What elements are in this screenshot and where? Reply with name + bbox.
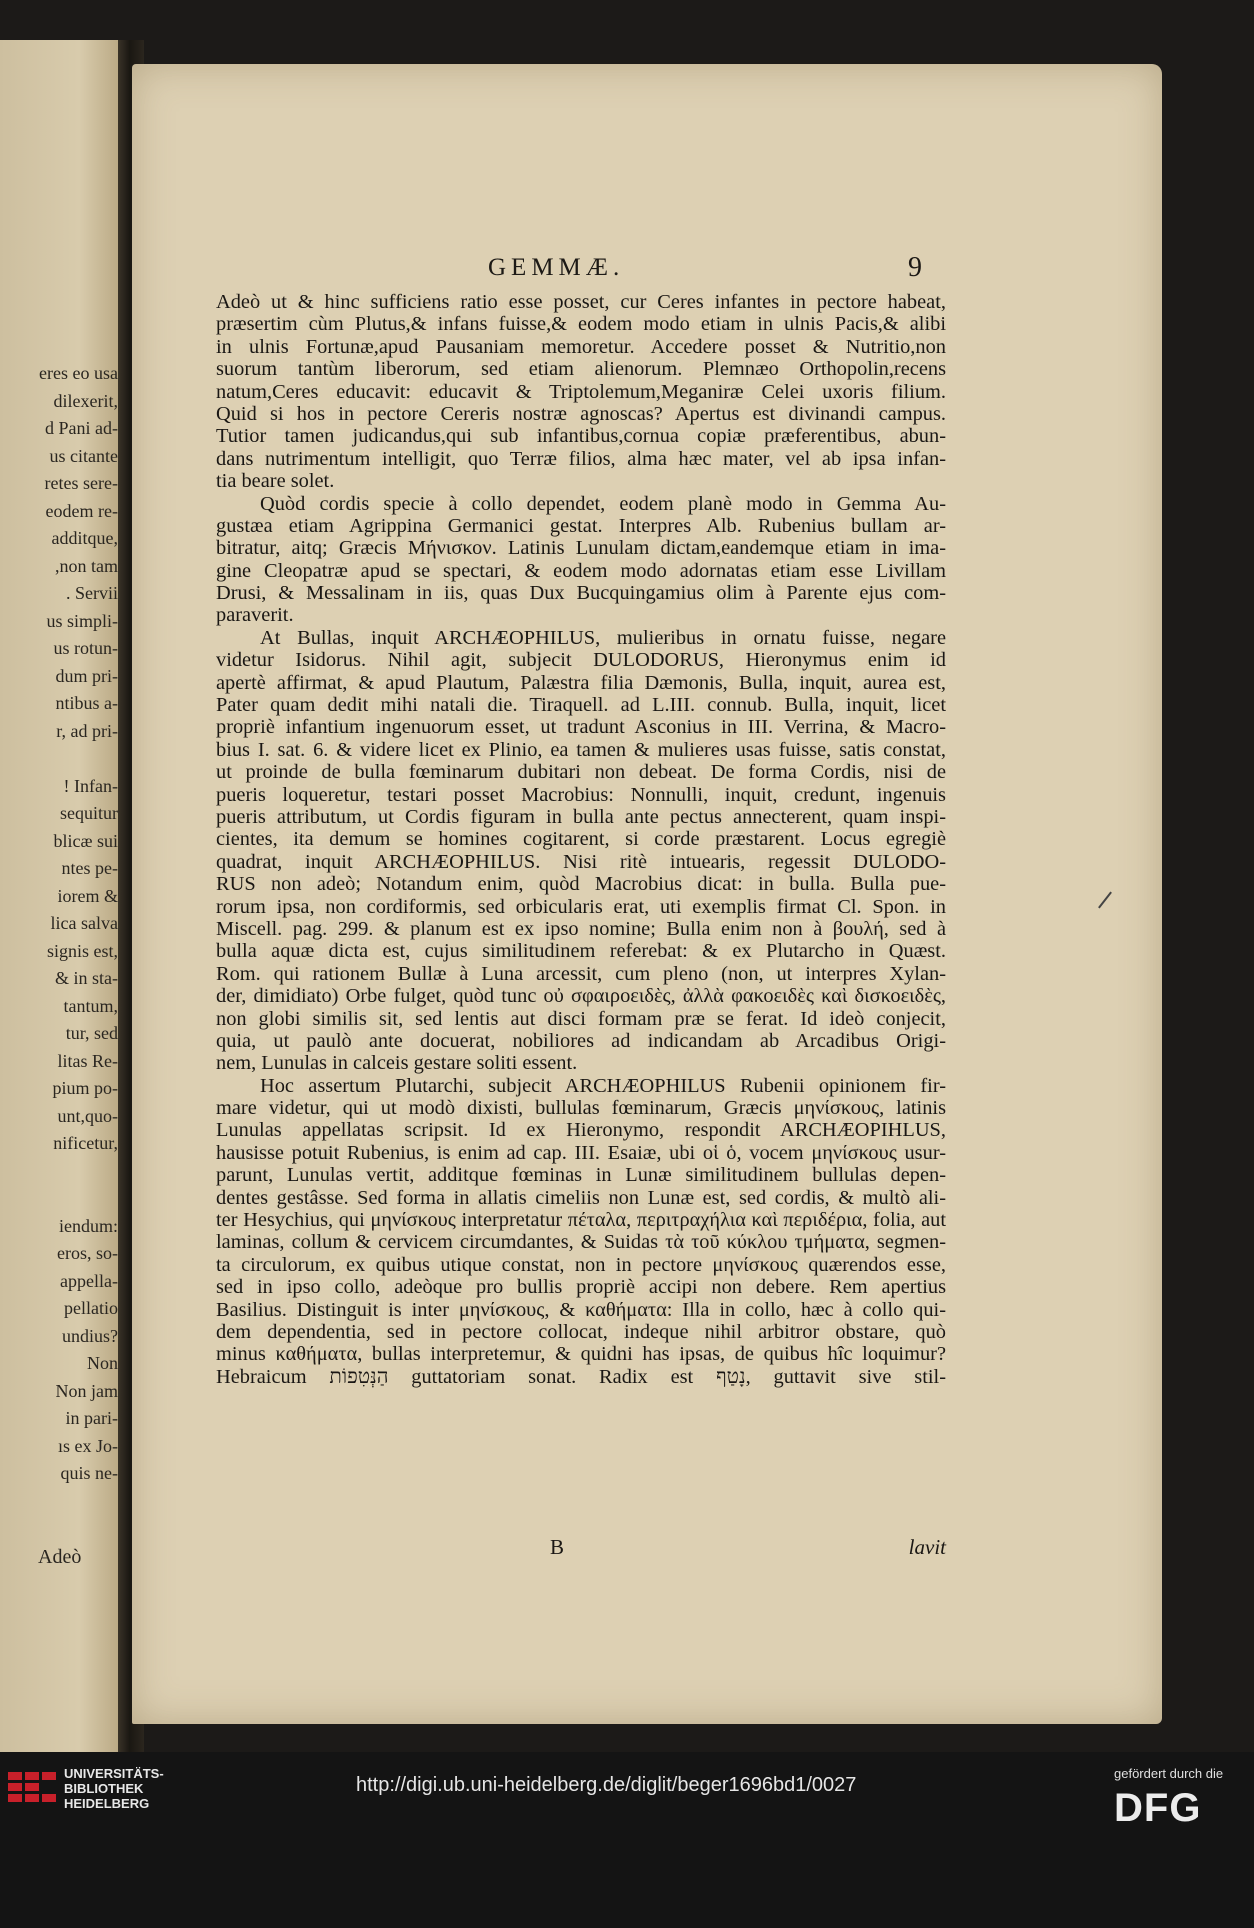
left-margin-line: iendum:	[59, 1215, 118, 1236]
text-line: RUS non adeò; Notandum enim, quòd Macrobius dicat: in bulla. Bulla pue-	[216, 873, 946, 896]
left-margin-line: & in sta-	[55, 968, 118, 988]
text-line: rorum ipsa, non cordiformis, sed orbicularis erat, uti exemplis firmat Cl. Spon. in	[216, 895, 946, 918]
text-line: Drusi, & Messalinam in iis, quas Dux Bucquingamius olim à Parente ejus com-	[216, 582, 946, 605]
left-margin-line	[0, 1185, 118, 1213]
text-line: præsertim cùm Plutus,& infans fuisse,& eodem modo etiam in ulnis Pacis,& alibi	[216, 313, 946, 336]
left-page-edge	[0, 40, 132, 1752]
text-line: quia, ut paulò ante docuerat, nobiliores ad indicandam ab Arcadibus Origi-	[216, 1029, 946, 1052]
left-margin-line: eodem re-	[45, 500, 118, 521]
left-margin-line: . Servii	[66, 583, 118, 603]
left-margin-line: sequitur	[60, 803, 118, 823]
text-line: Hebraicum הַנְּטִפוֹת guttatoriam sonat. Radix est נָטַף, guttavit sive stil-	[216, 1365, 947, 1388]
text-line: Hoc assertum Plutarchi, subjecit ARCHÆOPHILUS Rubenii opinionem fir-	[260, 1074, 946, 1097]
left-margin-line: eres eo usa	[39, 363, 118, 383]
text-line: der, dimidiato) Orbe fulget, quòd tunc οὐ σφαιροειδὲς, ἀλλὰ φακοειδὲς καὶ δισκοειδὲς,	[216, 985, 946, 1008]
text-line: ter Hesychius, qui μηνίσκους interpretatur πέταλα, περιτραχήλια καὶ περιδέρια, folia, aut	[216, 1209, 946, 1232]
text-line: gine Cleopatræ apud se spectari, & eodem modo adornatas etiam esse Livillam	[216, 559, 946, 582]
text-line: gustæa etiam Agrippina Germanici gestat. Interpres Alb. Rubenius bullam ar-	[216, 514, 946, 537]
left-margin-line: ! Infan-	[63, 775, 118, 796]
text-line: Adeò ut & hinc sufficiens ratio esse posset, cur Ceres infantes in pectore habeat,	[216, 291, 946, 313]
left-margin-line: pellatio	[64, 1298, 118, 1318]
funding-caption: gefördert durch die	[1114, 1766, 1224, 1781]
text-line: hausisse potuit Rubenius, is enim ad cap. III. Esaiæ, ubi οἱ ὁ, vocem μηνίσκους usur-	[216, 1141, 946, 1164]
text-line: minus καθήματα, bullas interpretemur, & quidni has ipsas, de quibus hîc loquimur?	[216, 1343, 946, 1366]
left-margin-line: ntibus a-	[55, 693, 118, 713]
text-line: videtur Isidorus. Nihil agit, subjecit DULODORUS, Hieronymus enim id	[216, 649, 946, 672]
left-page-catchword: Adeò	[38, 1546, 82, 1568]
left-margin-line: Non	[87, 1353, 118, 1373]
text-line: dentes gestâsse. Sed forma in allatis cimeliis non Lunæ est, sed cordis, & multò ali-	[216, 1186, 946, 1209]
text-line: parunt, Lunulas vertit, additque fœminas in Lunæ similitudinem bullulas depen-	[216, 1164, 946, 1187]
viewer-footer	[0, 1752, 1254, 1928]
text-line: nem, Lunulas in calceis gestare soliti essent.	[216, 1052, 578, 1075]
text-line: in ulnis Fortunæ,apud Pausaniam memoretur. Accedere posset & Nutritio,non	[216, 335, 946, 358]
text-line: dans nutrimentum intelligit, quo Terræ filios, alma hæc mater, vel ab ipsa infan-	[216, 447, 946, 470]
left-margin-line: litas Re-	[57, 1050, 118, 1071]
left-margin-line: pium po-	[52, 1078, 118, 1098]
text-line: paraverit.	[216, 604, 294, 627]
running-title: GEMMÆ.	[488, 254, 625, 281]
permalink[interactable]: http://digi.ub.uni-heidelberg.de/diglit/beger1696bd1/0027	[356, 1774, 857, 1796]
left-margin-line: ,non tam	[55, 555, 118, 576]
text-line: tia beare solet.	[216, 470, 335, 493]
left-margin-line: tur, sed	[65, 1023, 118, 1043]
page-number: 9	[908, 252, 922, 283]
left-margin-line: blicæ sui	[53, 830, 118, 851]
text-line: dem dependentia, sed in pectore collocat, indeque nihil arbitror obstare, quò	[216, 1320, 946, 1343]
text-line: Basilius. Distinguit is inter μηνίσκους, & καθήματα: Illa in collo, hæc à collo qui-	[216, 1298, 946, 1321]
left-margin-line: unt,quo-	[57, 1105, 118, 1126]
text-line: bulla aquæ dicta est, cujus similitudinem referebat: & ex Plutarcho in Quæst.	[216, 940, 946, 963]
left-margin-line: iorem &	[57, 885, 118, 906]
left-margin-line: lica salva	[50, 913, 118, 933]
left-margin-line: retes sere-	[44, 473, 118, 493]
text-line: pueris loqueretur, testari posset Macrobius: Nonnulli, inquit, credunt, ingenuis	[216, 783, 946, 806]
text-line: Tutior tamen judicandus,qui sub infantibus,cornua copiæ præferentibus, abun-	[216, 425, 946, 448]
left-margin-line: us simpli-	[46, 610, 118, 631]
body-text	[216, 291, 946, 1388]
text-line: natum,Ceres educavit: educavit & Triptolemum,Meganiræ Celei uxoris filium.	[216, 380, 946, 403]
left-margin-line: us rotun-	[53, 638, 118, 658]
university-name	[64, 1766, 164, 1811]
left-margin-line: ıs ex Jo-	[58, 1435, 118, 1456]
left-margin-line: ntes pe-	[61, 858, 118, 878]
left-margin-line: quis ne-	[60, 1463, 118, 1483]
text-line: ta circulorum, ex quibus utique constat, non in pectore μηνίσκους quærendos esse,	[216, 1253, 946, 1276]
left-margin-line: dilexerit,	[53, 390, 118, 411]
left-margin-line: undius?	[62, 1325, 118, 1346]
signature-mark: B	[550, 1535, 565, 1559]
text-line: pueris attributum, ut Cordis figuram in bulla ante pectus annecterent, quam inspi-	[216, 805, 946, 828]
text-line: Rom. qui rationem Bullæ à Luna arcessit, cum pleno (non, ut interpres Xylan-	[216, 962, 946, 985]
text-line: laminas, collum & cervicem circumdantes, & Suidas τὰ τοῦ κύκλου τμήματα, segmen-	[216, 1231, 946, 1254]
text-line: Quòd cordis specie à collo dependet, eodem planè modo in Gemma Au-	[260, 492, 946, 515]
left-margin-line: in pari-	[65, 1408, 118, 1428]
text-line: bitratur, aitq; Græcis Μήνισκον. Latinis Lunulam dictam,eandemque etiam in ima-	[216, 537, 946, 560]
left-margin-line	[0, 1158, 118, 1186]
university-logo-icon	[8, 1772, 56, 1812]
signature-row	[216, 1535, 946, 1559]
text-line: quadrat, inquit ARCHÆOPHILUS. Nisi ritè intuearis, regessit DULODO-	[216, 850, 946, 873]
dfg-logo: DFG	[1114, 1786, 1202, 1830]
text-line: mare videtur, qui ut modò dixisti, bullulas fœminarum, Græcis μηνίσκους, latinis	[216, 1097, 946, 1120]
left-margin-line: eros, so-	[57, 1243, 118, 1263]
left-margin-line: Non jam	[55, 1380, 118, 1401]
text-line: At Bullas, inquit ARCHÆOPHILUS, mulieribus in ornatu fuisse, negare	[260, 626, 946, 649]
text-line: Lunulas appellatas scripsit. Id ex Hieronymo, respondit ARCHÆOPIHLUS,	[216, 1119, 946, 1142]
left-margin-line: us citante	[49, 445, 118, 466]
left-margin-line: tantum,	[63, 995, 118, 1016]
institution-line: UNIVERSITÄTS-	[64, 1766, 164, 1781]
text-line: sed in ipso collo, adeòque pro bullis propriè accipi non debere. Rem apertius	[216, 1276, 946, 1299]
text-line: Quid si hos in pectore Cereris nostræ agnoscas? Apertus est divinandi campus.	[216, 402, 946, 425]
text-line: propriè infantium ingenuorum esset, ut tradunt Asconius in III. Verrina, & Macro-	[216, 716, 946, 739]
text-line: apertè affirmat, & apud Plautum, Palæstra filia Dæmonis, Bulla, inquit, aurea est,	[216, 671, 946, 694]
text-line: bius I. sat. 6. & videre licet ex Plinio, ea tamen & mulieres usas fuisse, satis constat,	[216, 738, 946, 761]
left-page-text	[0, 360, 118, 1488]
left-margin-line: d Pani ad-	[45, 418, 118, 438]
page-header	[132, 254, 1162, 294]
text-line: suorum tantùm liberorum, sed etiam alienorum. Plemnæo Orthopolin,recens	[216, 358, 946, 381]
text-line: Miscell. pag. 299. & planum est ex ipso nomine; Bulla enim non à βουλή, sed à	[216, 917, 946, 940]
right-page	[132, 64, 1162, 1724]
left-margin-line: nificetur,	[53, 1133, 118, 1153]
text-line: non globi similis sit, sed lentis aut disci formam præ se ferat. Id ideò conjecit,	[216, 1007, 946, 1030]
institution-line: BIBLIOTHEK	[64, 1781, 144, 1796]
left-margin-line	[0, 745, 118, 773]
left-margin-line: signis est,	[46, 940, 118, 961]
text-line: ut proinde de bulla fœminarum dubitari non debeat. De forma Cordis, nisi de	[216, 761, 946, 784]
left-margin-line: appella-	[60, 1270, 118, 1291]
left-margin-line: r, ad pri-	[56, 720, 118, 741]
text-line: Pater quam dedit mihi natali die. Tiraquell. ad L.III. connub. Bulla, inquit, licet	[216, 694, 946, 717]
catchword: lavit	[908, 1535, 946, 1559]
left-margin-line: dum pri-	[55, 665, 118, 686]
text-line: cientes, ita demum se homines cogitarent, si corde præstarent. Locus egregiè	[216, 828, 946, 851]
institution-line: HEIDELBERG	[64, 1796, 150, 1811]
left-margin-line: additque,	[51, 528, 118, 548]
